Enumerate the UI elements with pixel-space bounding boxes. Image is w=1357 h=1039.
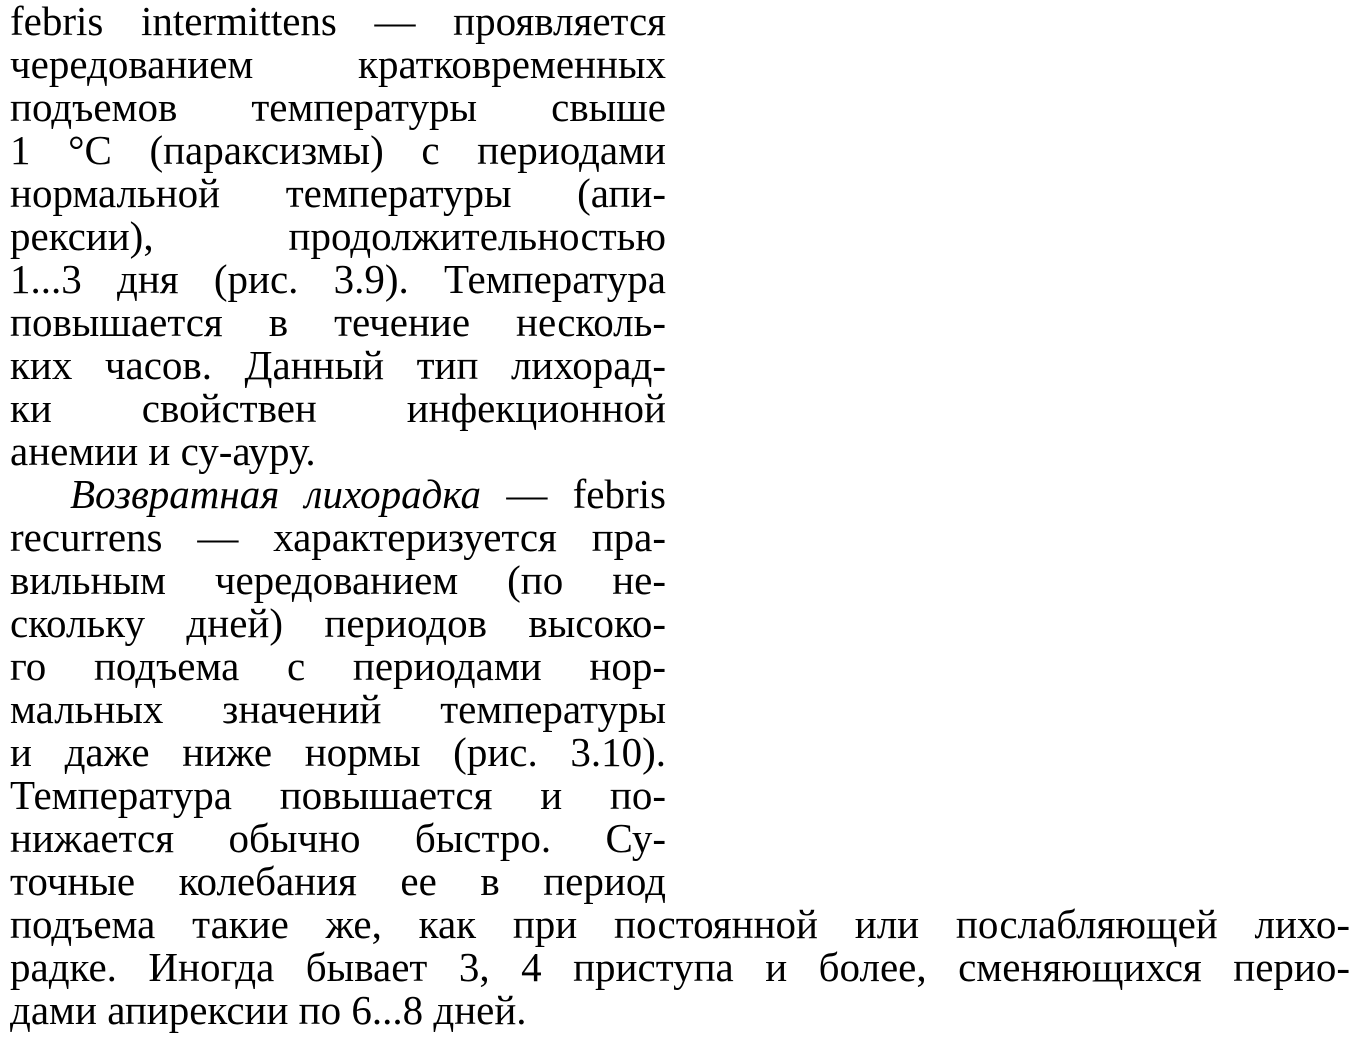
- text-line: нормальной температуры (апи-: [10, 170, 666, 216]
- text-line: 1...3 дня (рис. 3.9). Температура: [10, 256, 666, 302]
- text-line: и даже ниже нормы (рис. 3.10).: [10, 729, 666, 775]
- text-line: вильным чередованием (по не-: [10, 557, 666, 603]
- text-line: recurrens — характеризуется пра-: [10, 514, 666, 560]
- text-line: скольку дней) периодов высоко-: [10, 600, 666, 646]
- text-line: нижается обычно быстро. Су-: [10, 815, 666, 861]
- text-fragment: — febris: [506, 471, 667, 517]
- text-line: подъемов температуры свыше: [10, 84, 666, 130]
- text-line: повышается в течение несколь-: [10, 299, 666, 345]
- text-line: чередованием кратковременных: [10, 41, 666, 87]
- text-line: ких часов. Данный тип лихорад-: [10, 342, 666, 388]
- text-line: мальных значений температуры: [10, 686, 666, 732]
- text-line: febris intermittens — проявляется: [10, 0, 666, 44]
- text-line: точные колебания ее в период: [10, 858, 666, 904]
- text-line: радке. Иногда бывает 3, 4 приступа и более, сменяющихся перио-: [10, 944, 1350, 990]
- text-line: го подъема с периодами нор-: [10, 643, 666, 689]
- term-recurrens: Возвратная лихорадка: [70, 471, 482, 517]
- text-line: дами апирексии по 6...8 дней.: [10, 987, 527, 1033]
- text-line: Температура повышается и по-: [10, 772, 666, 818]
- paragraph-start-line: [10, 473, 666, 516]
- text-line: ки свойствен инфекционной: [10, 385, 666, 431]
- text-line: подъема такие же, как при постоянной или послабляющей лихо-: [10, 901, 1350, 947]
- text-line: анемии и су-ауру.: [10, 428, 316, 474]
- text-line: 1 °C (параксизмы) с периодами: [10, 127, 666, 173]
- text-line: рексии), продолжительностью: [10, 213, 666, 259]
